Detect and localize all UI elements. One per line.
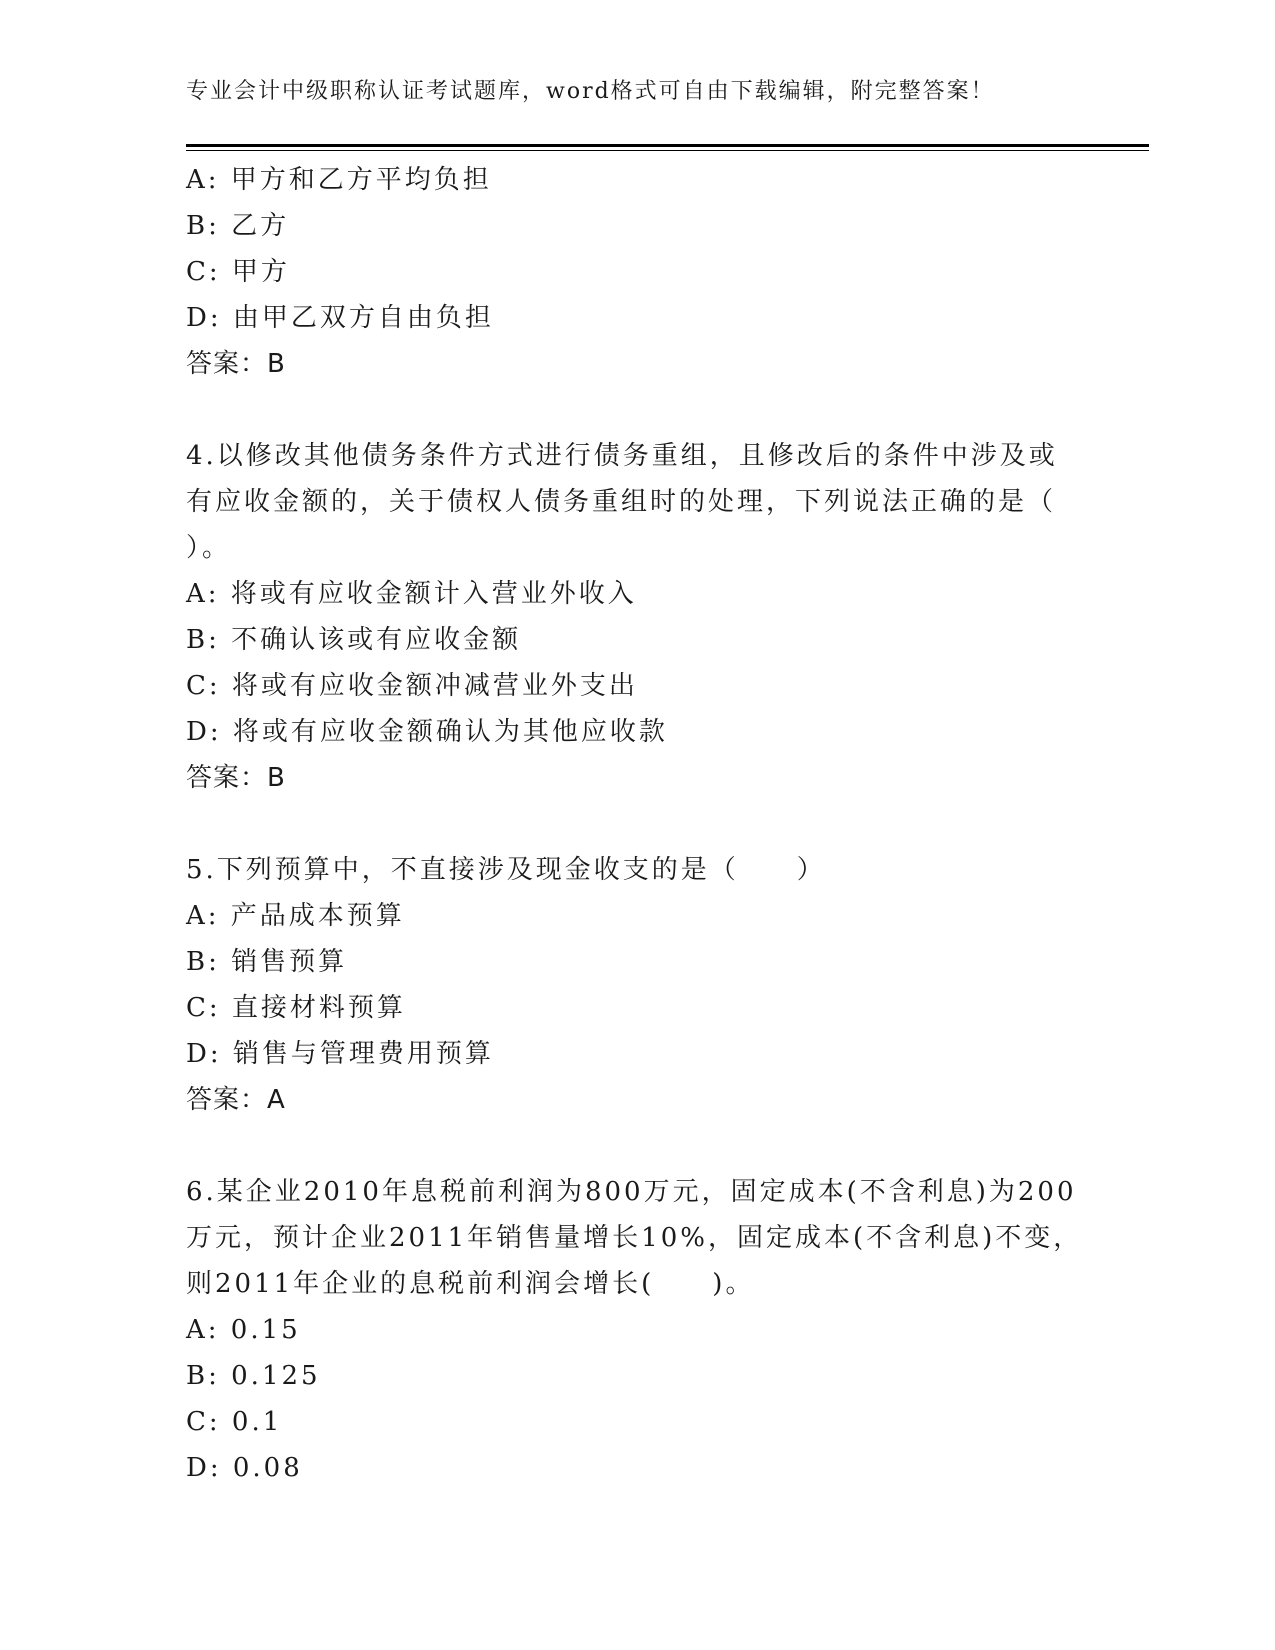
question-stem: ）。 <box>186 533 232 563</box>
option-b: B: 销售预算 <box>186 947 348 977</box>
question-stem: 6.某企业2010年息税前利润为800万元，固定成本(不含利息)为200 <box>186 1177 1077 1207</box>
option-d: D: 0.08 <box>186 1453 303 1483</box>
question-stem: 万元，预计企业2011年销售量增长10%，固定成本(不含利息)不变， <box>186 1223 1083 1253</box>
option-b: B: 0.125 <box>186 1361 321 1391</box>
question-6 <box>186 1169 1086 1491</box>
question-5 <box>186 847 1086 1123</box>
option-a: A: 甲方和乙方平均负担 <box>186 165 492 195</box>
header-rule-thick <box>186 144 1149 147</box>
question-content <box>186 157 1086 1491</box>
option-c: C: 将或有应收金额冲减营业外支出 <box>186 671 638 701</box>
option-b: B: 不确认该或有应收金额 <box>186 625 522 655</box>
answer: 答案：B <box>186 349 286 379</box>
option-c: C: 直接材料预算 <box>186 993 406 1023</box>
question-3 <box>186 157 1086 387</box>
question-stem: 则2011年企业的息税前利润会增长( )。 <box>186 1269 755 1299</box>
option-a: A: 将或有应收金额计入营业外收入 <box>186 579 637 609</box>
page-header: 专业会计中级职称认证考试题库，word格式可自由下载编辑，附完整答案！ <box>186 79 995 104</box>
question-4 <box>186 433 1086 801</box>
option-c: C: 甲方 <box>186 257 290 287</box>
question-stem: 5.下列预算中，不直接涉及现金收支的是（ ） <box>186 855 826 885</box>
answer: 答案：A <box>186 1085 286 1115</box>
option-c: C: 0.1 <box>186 1407 283 1437</box>
option-d: D: 由甲乙双方自由负担 <box>186 303 494 333</box>
option-d: D: 将或有应收金额确认为其他应收款 <box>186 717 668 747</box>
option-a: A: 0.15 <box>186 1315 301 1345</box>
question-stem: 有应收金额的，关于债权人债务重组时的处理，下列说法正确的是（ <box>186 487 1057 517</box>
header-rule-thin <box>186 150 1149 151</box>
option-a: A: 产品成本预算 <box>186 901 405 931</box>
question-stem: 4.以修改其他债务条件方式进行债务重组，且修改后的条件中涉及或 <box>186 441 1058 471</box>
answer: 答案：B <box>186 763 286 793</box>
option-b: B: 乙方 <box>186 211 290 241</box>
option-d: D: 销售与管理费用预算 <box>186 1039 494 1069</box>
